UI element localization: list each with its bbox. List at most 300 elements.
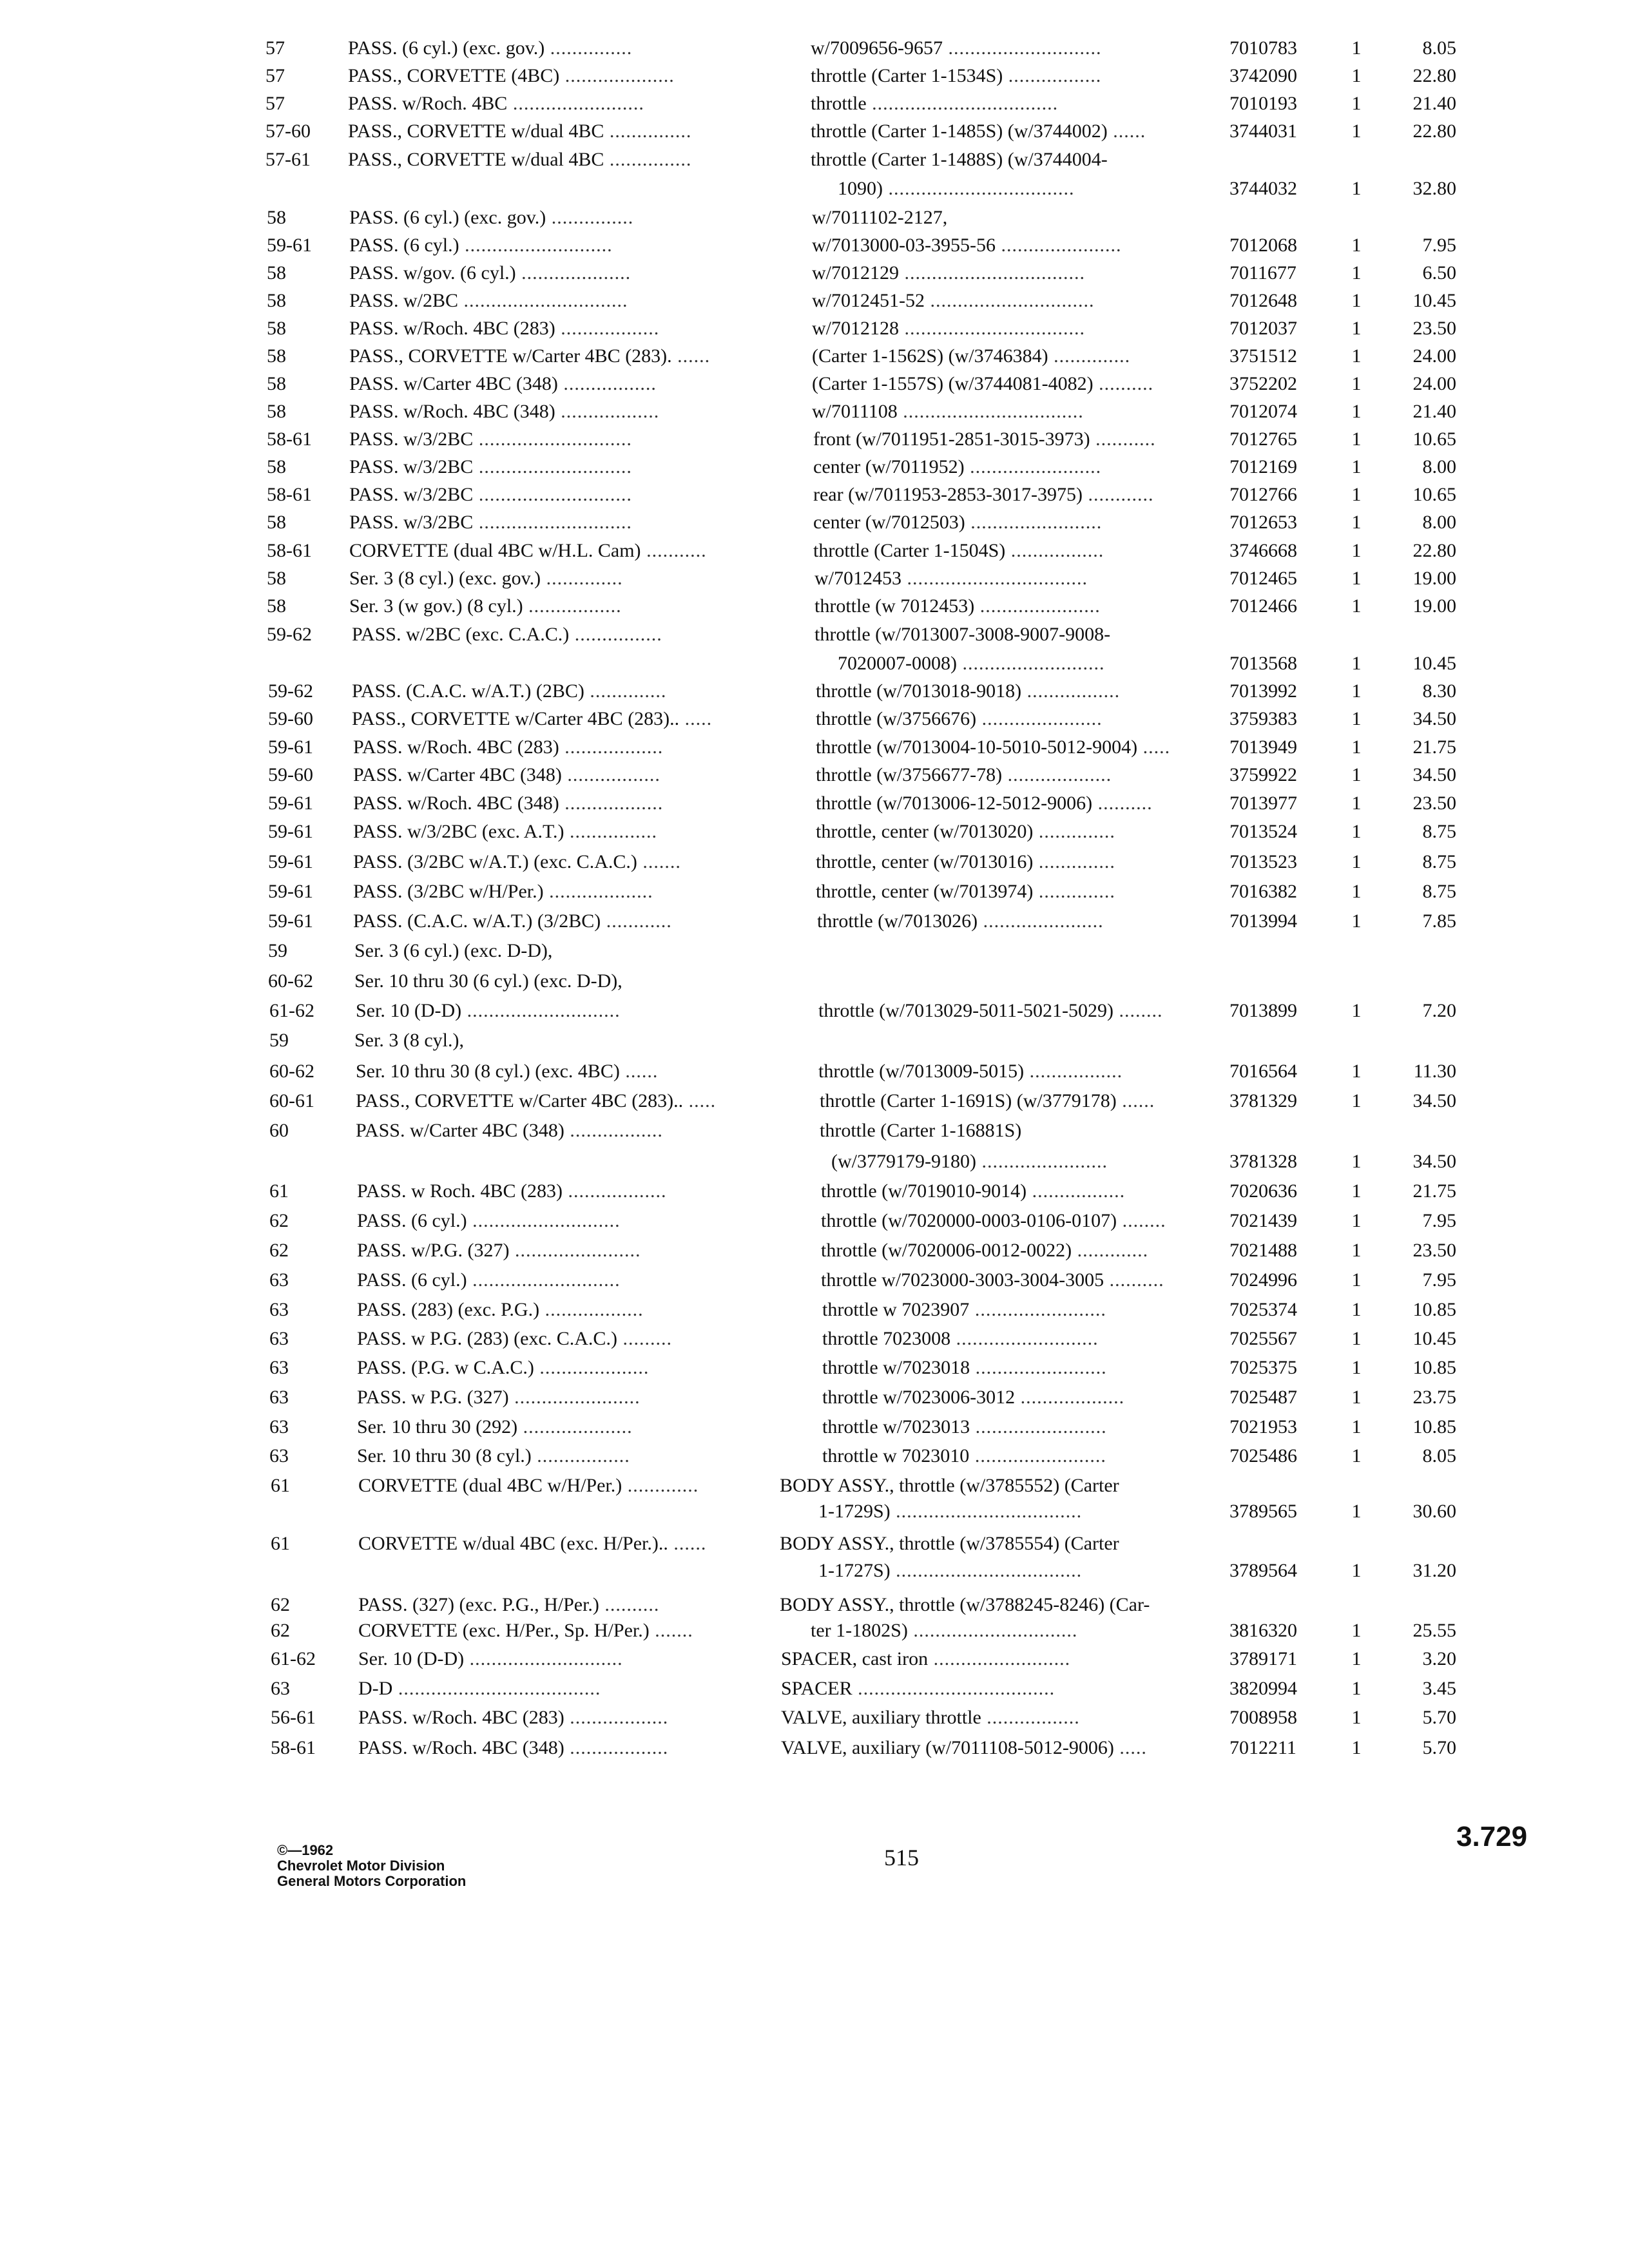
quantity: 1: [1351, 235, 1362, 256]
model-year: 59-60: [268, 764, 313, 785]
price: 7.20: [1422, 1000, 1456, 1021]
description: front (w/7011951-2851-3015-3973) ...........: [813, 428, 1156, 450]
parts-row: [0, 1616, 1629, 1646]
leader-dots: ........................: [970, 1416, 1107, 1437]
quantity: 1: [1351, 1501, 1362, 1522]
description: throttle, center (w/7013020) ..............: [816, 821, 1115, 842]
leader-dots: ..............................: [907, 1620, 1078, 1641]
part-number: 7013899: [1229, 1000, 1297, 1021]
part-number: 3820994: [1229, 1678, 1297, 1699]
model-year: 59-61: [268, 910, 313, 932]
leader-dots: ..................: [564, 1707, 669, 1728]
description: 1090) ..................................: [838, 178, 1075, 199]
description: w/7012453 .................................: [815, 568, 1088, 589]
description: ter 1-1802S) ..............................: [811, 1620, 1078, 1641]
price: 10.85: [1412, 1299, 1456, 1320]
leader-dots: ...................: [1002, 764, 1112, 785]
leader-dots: .............: [622, 1475, 699, 1496]
leader-dots: ........................: [969, 1299, 1106, 1320]
leader-dots: .................: [531, 1445, 630, 1466]
application: PASS. w Roch. 4BC (283) ..................: [357, 1180, 667, 1202]
quantity: 1: [1351, 1678, 1362, 1699]
price: 22.80: [1412, 540, 1456, 561]
price: 25.55: [1412, 1620, 1456, 1641]
application: Ser. 10 thru 30 (292) ....................: [357, 1416, 633, 1437]
leader-dots: ..............................: [458, 290, 628, 311]
leader-dots: .......................: [508, 1387, 641, 1408]
parts-row: [0, 452, 1629, 482]
parts-row: [0, 1295, 1629, 1325]
price: 8.75: [1422, 851, 1456, 872]
leader-dots: .....: [1137, 736, 1171, 758]
leader-dots: ...........................: [459, 235, 613, 256]
description: 7020007-0008) ..........................: [838, 653, 1105, 674]
quantity: 1: [1351, 680, 1362, 702]
parts-row: [0, 508, 1629, 537]
description: throttle ..................................: [811, 93, 1059, 114]
application: CORVETTE (dual 4BC w/H/Per.) .............: [358, 1475, 699, 1496]
quantity: 1: [1351, 851, 1362, 872]
price: 19.00: [1412, 568, 1456, 589]
leader-dots: .................: [564, 1120, 663, 1141]
parts-row: [0, 591, 1629, 621]
quantity: 1: [1351, 540, 1362, 561]
leader-dots: ........................: [969, 1445, 1106, 1466]
quantity: 1: [1351, 484, 1362, 505]
quantity: 1: [1351, 1387, 1362, 1408]
part-number: 7013568: [1229, 653, 1297, 674]
description: throttle (Carter 1-1485S) (w/3744002) ......: [811, 120, 1146, 142]
quantity: 1: [1351, 456, 1362, 477]
leader-dots: ..........: [1104, 1269, 1164, 1291]
application: Ser. 3 (8 cyl.) (exc. gov.) ..............: [349, 568, 623, 589]
part-number: 7016382: [1229, 881, 1297, 902]
application: Ser. 10 thru 30 (6 cyl.) (exc. D-D),: [354, 970, 622, 992]
part-number: 3789565: [1229, 1501, 1297, 1522]
leader-dots: ............................: [473, 484, 632, 505]
leader-dots: ....................: [534, 1357, 650, 1378]
application: D-D .....................................: [358, 1678, 601, 1699]
quantity: 1: [1351, 1090, 1362, 1111]
part-number: 3752202: [1229, 373, 1297, 394]
parts-row: [0, 397, 1629, 427]
leader-dots: .........................: [928, 1648, 1071, 1669]
parts-row: [0, 117, 1629, 146]
leader-dots: .................: [561, 764, 660, 785]
model-year: 57: [265, 65, 285, 86]
leader-dots: .................: [981, 1707, 1080, 1728]
footer-copyright-block: [277, 1843, 466, 1889]
leader-dots: .................................: [897, 401, 1084, 422]
application: PASS. w/gov. (6 cyl.) ....................: [349, 262, 631, 284]
leader-dots: ..................: [559, 736, 664, 758]
description: center (w/7012503) ........................: [813, 512, 1103, 533]
application: PASS. w/Roch. 4BC (283) ..................: [349, 318, 660, 339]
parts-row: [0, 704, 1629, 734]
price: 34.50: [1412, 764, 1456, 785]
quantity: 1: [1351, 595, 1362, 617]
application: PASS., CORVETTE w/dual 4BC ...............: [348, 149, 692, 170]
application: PASS. w/3/2BC ............................: [349, 456, 632, 477]
model-year: 58: [267, 262, 286, 284]
description: w/7009656-9657 ............................: [811, 37, 1102, 59]
parts-row: [0, 1206, 1629, 1236]
price: 5.70: [1422, 1737, 1456, 1758]
model-year: 63: [269, 1328, 289, 1349]
description: w/7012451-52 ..............................: [812, 290, 1095, 311]
part-number: 3759383: [1229, 708, 1297, 729]
model-year: 57-60: [265, 120, 311, 142]
leader-dots: ................: [569, 624, 662, 645]
leader-dots: ......................: [995, 235, 1122, 256]
parts-row: [0, 1265, 1629, 1295]
description: throttle (w/7013029-5011-5021-5029) ........: [818, 1000, 1163, 1021]
quantity: 1: [1351, 401, 1362, 422]
parts-row: [0, 907, 1629, 936]
price: 8.00: [1422, 456, 1456, 477]
model-year: 61: [271, 1533, 290, 1554]
description: throttle (w/7020000-0003-0106-0107) ........: [821, 1210, 1166, 1231]
leader-dots: ..............: [584, 680, 667, 702]
part-number: 3789564: [1229, 1560, 1297, 1581]
parts-row: [0, 174, 1629, 204]
parts-row: [0, 649, 1629, 678]
price: 7.95: [1422, 1210, 1456, 1231]
application: PASS. (6 cyl.) ...........................: [349, 235, 613, 256]
model-year: 58: [267, 456, 286, 477]
description: throttle (w/7013018-9018) .................: [816, 680, 1121, 702]
price: 10.85: [1412, 1416, 1456, 1437]
parts-row: [0, 314, 1629, 343]
leader-dots: ........................: [964, 456, 1102, 477]
part-number: 7012648: [1229, 290, 1297, 311]
parts-row: [0, 1674, 1629, 1704]
price: 22.80: [1412, 120, 1456, 142]
description: throttle w/7023006-3012 ...................: [822, 1387, 1125, 1408]
price: 8.05: [1422, 1445, 1456, 1466]
application: PASS. (3/2BC w/H/Per.) ...................: [353, 881, 653, 902]
leader-dots: ....................: [559, 65, 675, 86]
description: VALVE, auxiliary throttle .................: [781, 1707, 1080, 1728]
application: PASS., CORVETTE w/Carter 4BC (283).. .....: [352, 708, 713, 729]
model-year: 58-61: [267, 428, 312, 450]
quantity: 1: [1351, 1151, 1362, 1172]
leader-dots: ......: [668, 1533, 707, 1554]
part-number: 7025487: [1229, 1387, 1297, 1408]
parts-row: [0, 789, 1629, 818]
application: PASS. w/3/2BC ............................: [349, 428, 632, 450]
model-year: 58: [267, 512, 286, 533]
part-number: 7021488: [1229, 1240, 1297, 1261]
part-number: 7012653: [1229, 512, 1297, 533]
part-number: 7020636: [1229, 1180, 1297, 1202]
leader-dots: ...........................: [467, 1269, 621, 1291]
quantity: 1: [1351, 1648, 1362, 1669]
price: 23.50: [1412, 1240, 1456, 1261]
price: 10.45: [1412, 653, 1456, 674]
price: 22.80: [1412, 65, 1456, 86]
model-year: 58-61: [267, 540, 312, 561]
model-year: 58: [267, 345, 286, 367]
leader-dots: ......................: [974, 595, 1101, 617]
parts-row: [0, 1529, 1629, 1559]
leader-dots: .........: [617, 1328, 672, 1349]
parts-row: [0, 341, 1629, 371]
application: PASS. (327) (exc. P.G., H/Per.) ..........: [358, 1594, 660, 1615]
parts-row: [0, 1556, 1629, 1586]
parts-row: [0, 1703, 1629, 1733]
price: 23.50: [1412, 793, 1456, 814]
leader-dots: ..........: [1092, 793, 1153, 814]
parts-row: [0, 1441, 1629, 1471]
price: 10.65: [1412, 428, 1456, 450]
application: Ser. 3 (6 cyl.) (exc. D-D),: [354, 940, 553, 961]
quantity: 1: [1351, 65, 1362, 86]
description: w/7013000-03-3955-56 ......................: [812, 235, 1122, 256]
leader-dots: ............: [601, 910, 672, 932]
model-year: 63: [269, 1357, 289, 1378]
leader-dots: ..........................: [956, 653, 1105, 674]
leader-dots: ...............: [546, 207, 634, 228]
part-number: 7012766: [1229, 484, 1297, 505]
description: throttle (w/7013009-5015) .................: [818, 1061, 1123, 1082]
quantity: 1: [1351, 1620, 1362, 1641]
quantity: 1: [1351, 120, 1362, 142]
division-line: Chevrolet Motor Division: [277, 1858, 445, 1874]
application: PASS., CORVETTE (4BC) ....................: [348, 65, 675, 86]
price: 30.60: [1412, 1501, 1456, 1522]
application: PASS., CORVETTE w/Carter 4BC (283).. .....: [356, 1090, 717, 1111]
application: PASS. (6 cyl.) ...........................: [357, 1210, 621, 1231]
leader-dots: ................: [564, 821, 658, 842]
description: throttle (w/7013026) ......................: [817, 910, 1104, 932]
application: CORVETTE (dual 4BC w/H.L. Cam) ...........: [349, 540, 707, 561]
leader-dots: ....................: [517, 1416, 633, 1437]
model-year: 59-62: [268, 680, 313, 702]
model-year: 57: [265, 37, 285, 59]
leader-dots: .....: [679, 708, 713, 729]
application: PASS. w/Roch. 4BC (283) ..................: [353, 736, 664, 758]
model-year: 63: [269, 1299, 289, 1320]
model-year: 58: [267, 568, 286, 589]
price: 10.85: [1412, 1357, 1456, 1378]
parts-row: [0, 733, 1629, 762]
leader-dots: ............: [1082, 484, 1154, 505]
description: throttle (w/7020006-0012-0022) .............: [821, 1240, 1149, 1261]
description: throttle w/7023000-3003-3004-3005 ..........: [821, 1269, 1164, 1291]
quantity: 1: [1351, 708, 1362, 729]
model-year: 62: [271, 1594, 290, 1615]
leader-dots: .................: [557, 373, 657, 394]
parts-row: [0, 1086, 1629, 1116]
part-number: 7012074: [1229, 401, 1297, 422]
parts-row: [0, 425, 1629, 454]
model-year: 59-61: [268, 881, 313, 902]
model-year: 57: [265, 93, 285, 114]
leader-dots: ..................................: [890, 1560, 1083, 1581]
price: 32.80: [1412, 178, 1456, 199]
application: PASS. w P.G. (283) (exc. C.A.C.) .........: [357, 1328, 672, 1349]
leader-dots: .......: [637, 851, 681, 872]
application: Ser. 10 (D-D) ............................: [356, 1000, 621, 1021]
model-year: 59-60: [268, 708, 313, 729]
quantity: 1: [1351, 653, 1362, 674]
part-number: 3781328: [1229, 1151, 1297, 1172]
part-number: 7012465: [1229, 568, 1297, 589]
application: PASS. w/Carter 4BC (348) .................: [356, 1120, 663, 1141]
description: 1-1729S) ..................................: [818, 1501, 1083, 1522]
description: (Carter 1-1557S) (w/3744081-4082) ..........: [812, 373, 1154, 394]
price: 8.75: [1422, 881, 1456, 902]
price: 10.45: [1412, 290, 1456, 311]
part-number: 3759922: [1229, 764, 1297, 785]
parts-row: [0, 1383, 1629, 1412]
leader-dots: ............................: [473, 428, 632, 450]
leader-dots: ..................: [559, 793, 664, 814]
part-number: 3744032: [1229, 178, 1297, 199]
quantity: 1: [1351, 1210, 1362, 1231]
part-number: 7012068: [1229, 235, 1297, 256]
quantity: 1: [1351, 1180, 1362, 1202]
leader-dots: ........................: [965, 512, 1103, 533]
part-number: 7021953: [1229, 1416, 1297, 1437]
model-year: 57-61: [265, 149, 311, 170]
application: PASS. (6 cyl.) (exc. gov.) ...............: [349, 207, 634, 228]
price: 34.50: [1412, 1090, 1456, 1111]
description: throttle w/7023018 ........................: [822, 1357, 1107, 1378]
price: 6.50: [1422, 262, 1456, 284]
description: throttle (w/7013004-10-5010-5012-9004) .....: [816, 736, 1171, 758]
part-number: 7012765: [1229, 428, 1297, 450]
parts-row: [0, 258, 1629, 288]
price: 8.05: [1422, 37, 1456, 59]
model-year: 58: [267, 207, 286, 228]
application: CORVETTE w/dual 4BC (exc. H/Per.).. ......: [358, 1533, 707, 1554]
leader-dots: ..................................: [890, 1501, 1083, 1522]
quantity: 1: [1351, 428, 1362, 450]
model-year: 61: [271, 1475, 290, 1496]
quantity: 1: [1351, 568, 1362, 589]
parts-row: [0, 34, 1629, 63]
leader-dots: ........................: [507, 93, 644, 114]
model-year: 59-61: [268, 793, 313, 814]
quantity: 1: [1351, 793, 1362, 814]
part-number: 7025375: [1229, 1357, 1297, 1378]
quantity: 1: [1351, 37, 1362, 59]
leader-dots: ..................................: [883, 178, 1075, 199]
leader-dots: .....: [683, 1090, 717, 1111]
leader-dots: ..............: [1033, 881, 1115, 902]
part-number: 7013524: [1229, 821, 1297, 842]
section-number: 3.729: [1456, 1821, 1528, 1852]
model-year: 63: [269, 1445, 289, 1466]
description: SPACER, cast iron .........................: [781, 1648, 1071, 1669]
parts-row: [0, 996, 1629, 1026]
application: PASS. w/Roch. 4BC (283) ..................: [358, 1707, 669, 1728]
price: 21.75: [1412, 736, 1456, 758]
leader-dots: ..................: [562, 1180, 667, 1202]
parts-row: [0, 61, 1629, 91]
model-year: 59: [268, 940, 287, 961]
price: 8.00: [1422, 512, 1456, 533]
price: 34.50: [1412, 1151, 1456, 1172]
model-year: 63: [269, 1416, 289, 1437]
application: PASS. (P.G. w C.A.C.) ....................: [357, 1357, 650, 1378]
quantity: 1: [1351, 1328, 1362, 1349]
leader-dots: .......................: [509, 1240, 641, 1261]
leader-dots: .......: [649, 1620, 693, 1641]
description: w/7011108 .................................: [812, 401, 1084, 422]
description: throttle (Carter 1-1504S) .................: [813, 540, 1104, 561]
application: PASS. w P.G. (327) .......................: [357, 1387, 641, 1408]
price: 3.20: [1422, 1648, 1456, 1669]
model-year: 56-61: [271, 1707, 316, 1728]
leader-dots: ...........................: [467, 1210, 621, 1231]
description: BODY ASSY., throttle (w/3785552) (Carter: [780, 1475, 1119, 1496]
parts-row: [0, 1147, 1629, 1177]
model-year: 62: [269, 1210, 289, 1231]
description: SPACER ....................................: [781, 1678, 1055, 1699]
application: PASS. (3/2BC w/A.T.) (exc. C.A.C.) .......: [353, 851, 681, 872]
parts-row: [0, 369, 1629, 399]
leader-dots: .....................................: [392, 1678, 601, 1699]
leader-dots: .................: [1005, 540, 1104, 561]
quantity: 1: [1351, 1299, 1362, 1320]
parts-row: [0, 1353, 1629, 1383]
price: 7.95: [1422, 1269, 1456, 1291]
part-number: 7025567: [1229, 1328, 1297, 1349]
leader-dots: ......: [671, 345, 711, 367]
leader-dots: ..................: [564, 1737, 669, 1758]
leader-dots: ...................: [1015, 1387, 1125, 1408]
parts-row: [0, 1026, 1629, 1055]
description: throttle (Carter 1-1691S) (w/3779178) ......: [820, 1090, 1155, 1111]
leader-dots: ............................: [473, 456, 632, 477]
part-number: 7013992: [1229, 680, 1297, 702]
parts-row: [0, 89, 1629, 119]
model-year: 59-61: [268, 851, 313, 872]
description: BODY ASSY., throttle (w/3785554) (Carter: [780, 1533, 1119, 1554]
description: throttle (w 7012453) ......................: [815, 595, 1101, 617]
application: PASS. (6 cyl.) (exc. gov.) ...............: [348, 37, 633, 59]
price: 21.75: [1412, 1180, 1456, 1202]
quantity: 1: [1351, 373, 1362, 394]
description: throttle w 7023010 ........................: [822, 1445, 1106, 1466]
leader-dots: ....................................: [852, 1678, 1055, 1699]
parts-row: [0, 847, 1629, 877]
model-year: 58-61: [267, 484, 312, 505]
parts-row: [0, 1116, 1629, 1146]
quantity: 1: [1351, 1737, 1362, 1758]
parts-row: [0, 286, 1629, 316]
part-number: 7016564: [1229, 1061, 1297, 1082]
model-year: 58: [267, 595, 286, 617]
leader-dots: ............................: [464, 1648, 623, 1669]
leader-dots: ...........: [641, 540, 707, 561]
description: w/7012129 .................................: [812, 262, 1085, 284]
parts-row: [0, 1324, 1629, 1354]
price: 10.45: [1412, 1328, 1456, 1349]
leader-dots: ........................: [970, 1357, 1107, 1378]
leader-dots: ..............: [1033, 851, 1115, 872]
leader-dots: .................: [1003, 65, 1102, 86]
quantity: 1: [1351, 1707, 1362, 1728]
part-number: 7013949: [1229, 736, 1297, 758]
application: PASS. w/Roch. 4BC ........................: [348, 93, 644, 114]
part-number: 7012466: [1229, 595, 1297, 617]
part-number: 7021439: [1229, 1210, 1297, 1231]
quantity: 1: [1351, 821, 1362, 842]
